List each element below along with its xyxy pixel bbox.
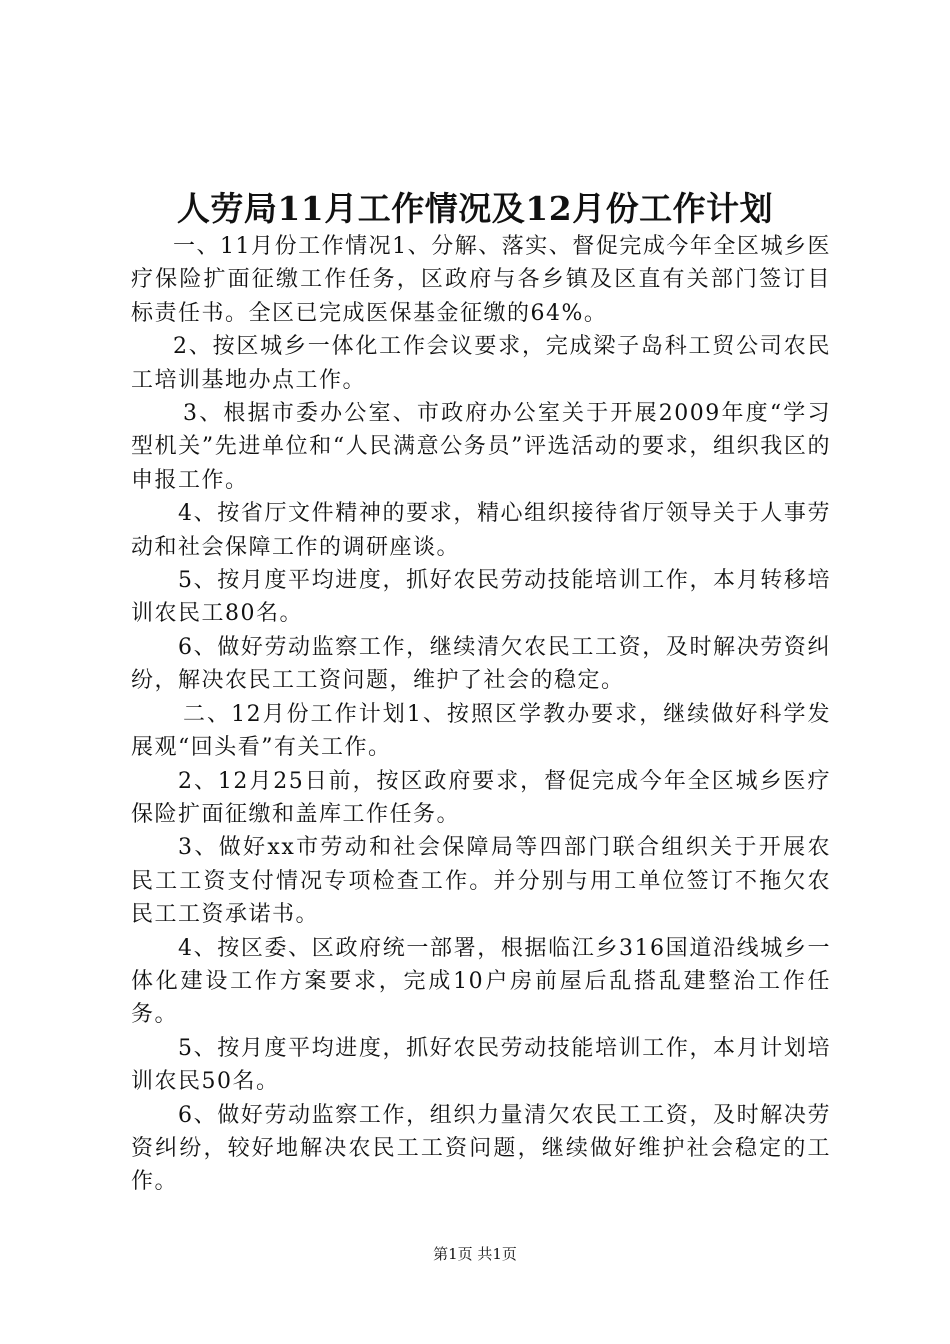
paragraph-section-1-item-2: 2、按区城乡一体化工作会议要求，完成梁子岛科工贸公司农民工培训基地办点工作。: [131, 334, 831, 393]
paragraph-section-2-item-2: 2、12月25日前，按区政府要求，督促完成今年全区城乡医疗保险扩面征缴和盖库工作任务。: [131, 768, 831, 827]
paragraph-section-1-item-3: 3、根据市委办公室、市政府办公室关于开展2009年度“学习型机关”先进单位和“人民满意公务员”评选活动的要求，组织我区的申报工作。: [131, 401, 831, 493]
paragraph-section-1-item-1: 一、11月份工作情况1、分解、落实、督促完成今年全区城乡医疗保险扩面征缴工作任务，区政府与各乡镇及区直有关部门签订目标责任书。全区已完成医保基金征缴的64%。: [131, 234, 831, 326]
document-body: [131, 230, 831, 1199]
page-footer: 第1页 共1页: [433, 1245, 517, 1263]
document-title: 人劳局11月工作情况及12月份工作计划: [176, 189, 774, 228]
paragraph-section-2-item-5: 5、按月度平均进度，抓好农民劳动技能培训工作，本月计划培训农民50名。: [131, 1035, 831, 1095]
paragraph-section-2-item-1: 二、12月份工作计划1、按照区学教办要求，继续做好科学发展观“回头看”有关工作。: [131, 701, 831, 761]
paragraph-section-2-item-3: 3、做好xx市劳动和社会保障局等四部门联合组织关于开展农民工工资支付情况专项检查工作。并分别与用工单位签订不拖欠农民工工资承诺书。: [131, 835, 831, 928]
paragraph-section-1-item-5: 5、按月度平均进度，抓好农民劳动技能培训工作，本月转移培训农民工80名。: [131, 568, 831, 627]
paragraph-section-1-item-6: 6、做好劳动监察工作，继续清欠农民工工资，及时解决劳资纠纷，解决农民工工资问题，维护了社会的稳定。: [131, 634, 831, 694]
paragraph-section-2-item-4: 4、按区委、区政府统一部署，根据临江乡316国道沿线城乡一体化建设工作方案要求，完成10户房前屋后乱搭乱建整治工作任务。: [131, 935, 831, 1028]
paragraph-section-2-item-6: 6、做好劳动监察工作，组织力量清欠农民工工资，及时解决劳资纠纷，较好地解决农民工工资问题，继续做好维护社会稳定的工作。: [131, 1102, 831, 1195]
paragraph-section-1-item-4: 4、按省厅文件精神的要求，精心组织接待省厅领导关于人事劳动和社会保障工作的调研座谈。: [131, 501, 831, 560]
